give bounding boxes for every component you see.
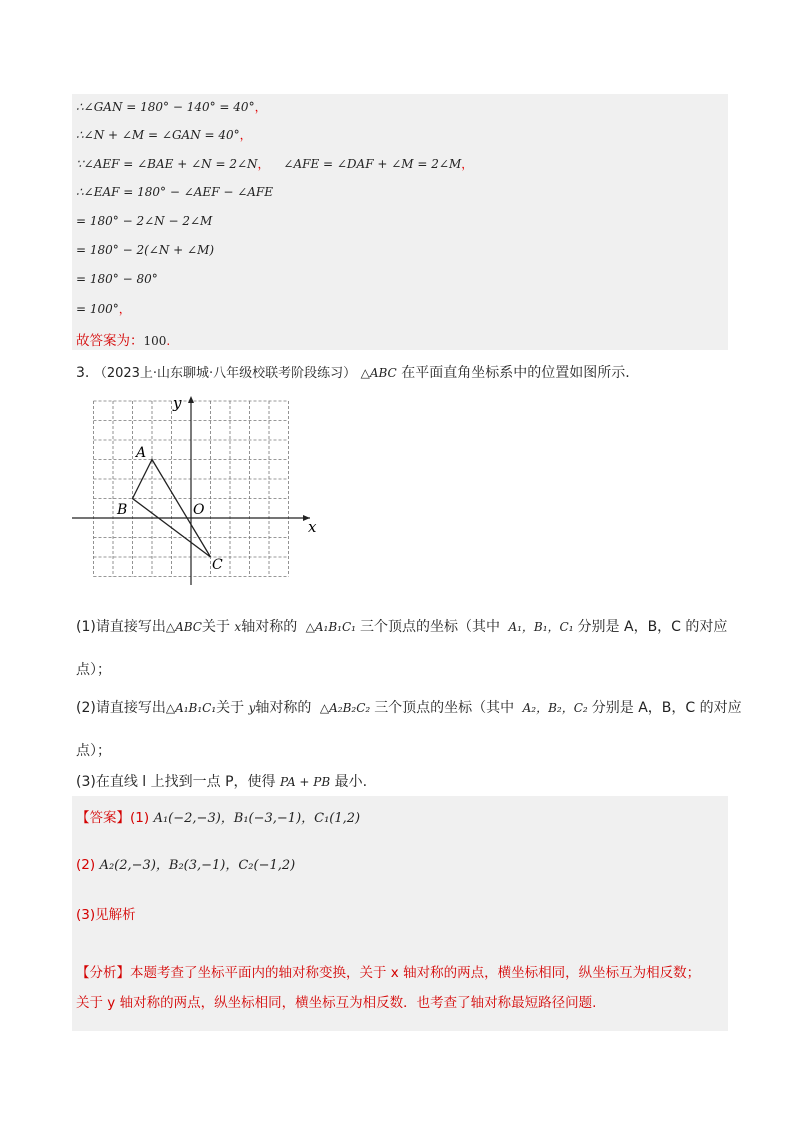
question-3: (3)在直线 l 上找到一点 P，使得 PA + PB 最小. [76,774,368,790]
point-c-label: C [212,557,223,573]
y-axis-arrow [188,396,194,403]
x-axis-label: x [308,518,317,536]
question-2: (2)请直接写出△A₁B₁C₁关于 y轴对称的 △A₂B₂C₂ 三个顶点的坐标（其中 A₂，B₂，C₂ 分别是 A，B，C 的对应 [76,700,742,716]
answer-1: 【答案】(1) A₁(−2,−3)，B₁(−3,−1)，C₁(1,2) [76,810,361,826]
origin-label: O [193,502,205,518]
coordinate-figure [66,390,336,590]
point-b-label: B [117,502,128,518]
answer-2: (2) A₂(2,−3)，B₂(3,−1)，C₂(−1,2) [76,857,296,873]
triangle-abc: △ABC [360,366,397,380]
final-answer: 故答案为：100. [76,333,171,349]
problem-stem-text: 在平面直角坐标系中的位置如图所示. [401,365,630,381]
solution-line-6: = 180° − 2(∠N + ∠M) [76,243,215,257]
analysis-line-2: 关于 y 轴对称的两点，纵坐标相同，横坐标互为相反数．也考查了轴对称最短路径问题. [76,995,597,1011]
solution-line-1: ∴∠GAN = 180° − 140° = 40°， [76,100,267,114]
question-1-cont: 点）； [76,662,111,678]
solution-line-3: ∵∠AEF = ∠BAE + ∠N = 2∠N， ∠AFE = ∠DAF + ∠M = 2∠M， [76,157,474,171]
problem-source: （2023上·山东聊城·八年级校联考阶段练习） [93,366,357,381]
solution-line-5: = 180° − 2∠N − 2∠M [76,214,213,228]
solution-line-4: ∴∠EAF = 180° − ∠AEF − ∠AFE [76,185,274,199]
solution-line-7: = 180° − 80° [76,272,158,286]
question-1: (1)请直接写出△ABC关于 x轴对称的 △A₁B₁C₁ 三个顶点的坐标（其中 A₁，B₁，C₁ 分别是 A，B，C 的对应 [76,619,728,635]
y-axis-label: y [173,394,182,412]
question-2-cont: 点）； [76,743,111,759]
problem-3-stem [76,362,630,382]
analysis-line-1: 【分析】本题考查了坐标平面内的轴对称变换，关于 x 轴对称的两点，横坐标相同，纵坐标互为相反数； [76,965,701,981]
answer-3: (3)见解析 [76,907,136,923]
problem-number: 3. [76,365,90,381]
solution-line-8: = 100°， [76,302,131,316]
point-a-label: A [136,445,147,461]
solution-line-2: ∴∠N + ∠M = ∠GAN = 40°， [76,128,252,142]
